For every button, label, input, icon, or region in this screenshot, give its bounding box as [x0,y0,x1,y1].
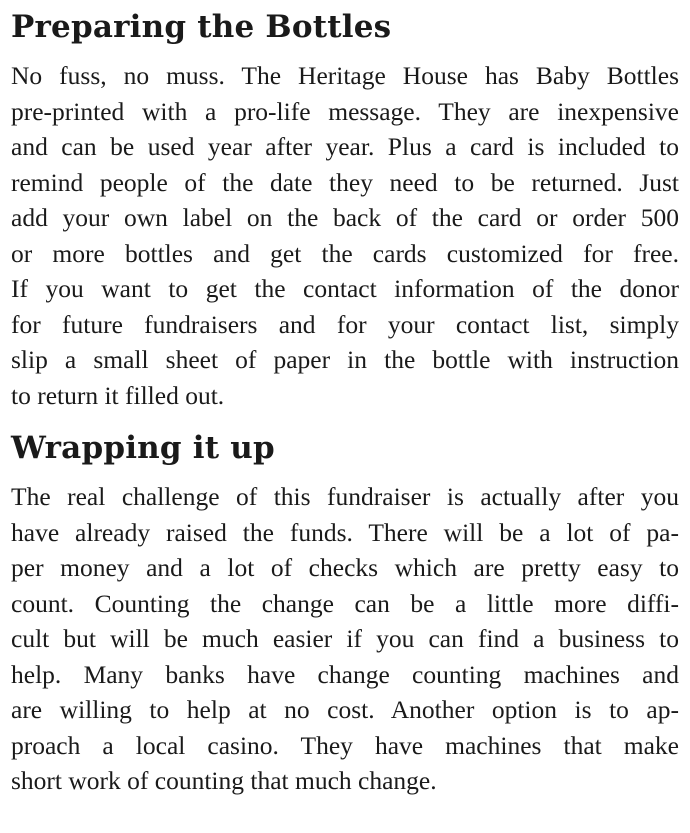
section-wrapping-it-up [11,427,679,799]
paragraph-line: short work of counting that much change. [11,766,437,795]
section-paragraph [11,58,679,413]
paragraph-line: help. Many banks have change counting machines and [11,659,679,689]
section-heading: Wrapping it up [11,430,275,466]
paragraph-line: for future fundraisers and for your contact list, simply [11,309,679,339]
paragraph-line: add your own label on the back of the card or order 500 [11,203,679,232]
paragraph-line: or more bottles and get the cards customized for free. [11,238,679,268]
paragraph-line: are willing to help at no cost. Another option is to ap- [11,695,679,724]
paragraph-line: to return it filled out. [11,380,225,410]
paragraph-line: count. Counting the change can be a little more diffi- [11,588,679,618]
paragraph-line: remind people of the date they need to be returned. Just [11,167,679,197]
paragraph-line: If you want to get the contact information of the donor [11,274,679,303]
paragraph-line: No fuss, no muss. The Heritage House has Baby Bottles [11,61,679,90]
paragraph-line: have already raised the funds. There will be a lot of pa- [11,517,679,547]
section-preparing-the-bottles [11,6,679,413]
paragraph-line: cult but will be much easier if you can find a business to [11,624,679,653]
paragraph-line: pre-printed with a pro-life message. They are inexpensive [11,96,679,126]
paragraph-line: slip a small sheet of paper in the bottle with instruction [11,345,679,374]
paragraph-line: The real challenge of this fundraiser is actually after you [11,482,679,511]
section-heading: Preparing the Bottles [11,9,392,45]
section-paragraph [11,479,679,799]
paragraph-line: per money and a lot of checks which are pretty easy to [11,553,679,582]
paragraph-line: proach a local casino. They have machines that make [11,730,679,760]
document-page [11,6,679,799]
paragraph-line: and can be used year after year. Plus a card is included to [11,132,679,161]
